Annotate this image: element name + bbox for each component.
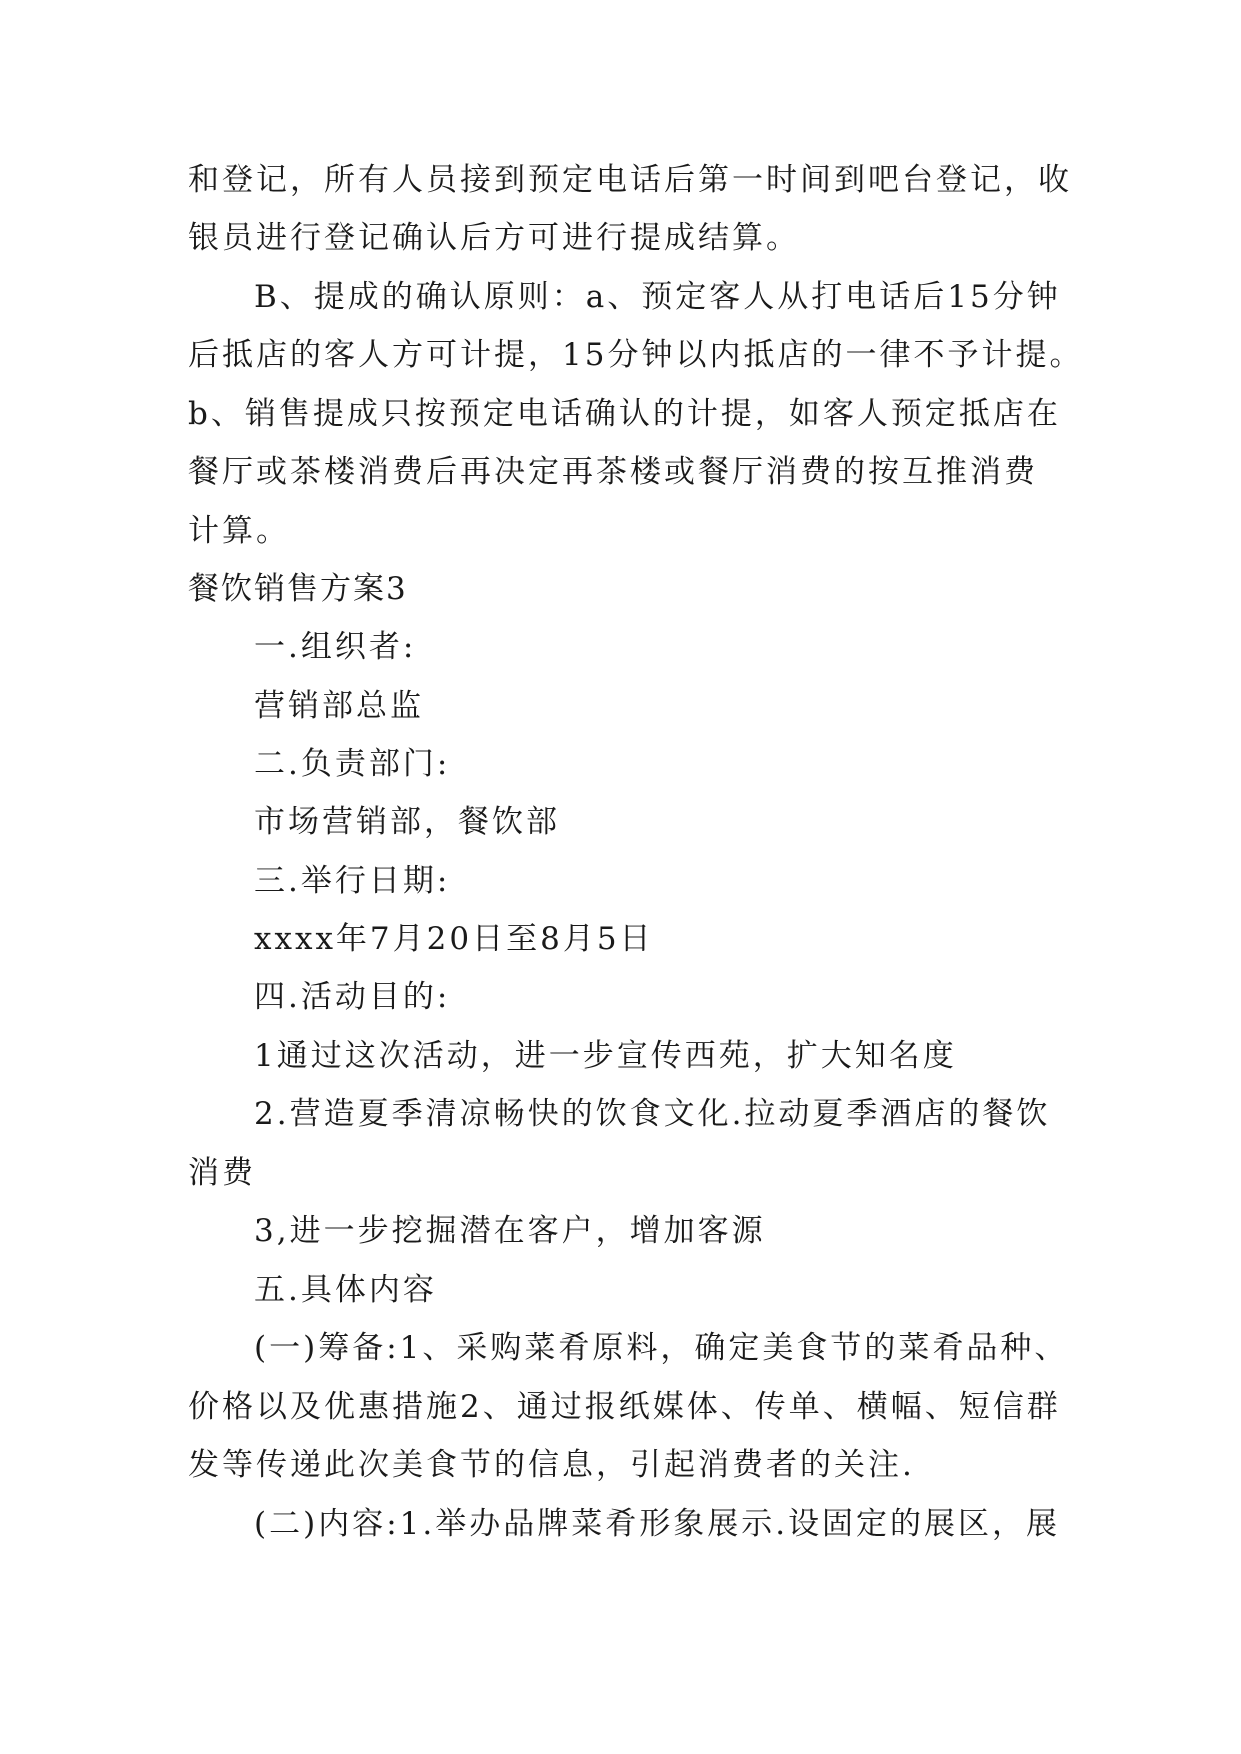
list-heading: 二.负责部门: [254,746,451,782]
paragraph-line: B、提成的确认原则：a、预定客人从打电话后15分钟 [254,279,1061,315]
paragraph-line: (二)内容:1.举办品牌菜肴形象展示.设固定的展区，展 [254,1506,1061,1542]
list-heading: 四.活动目的: [254,979,451,1015]
paragraph-line: 价格以及优惠措施2、通过报纸媒体、传单、横幅、短信群 [188,1389,1061,1425]
paragraph-line: xxxx年7月20日至8月5日 [254,921,654,957]
paragraph-line: 后抵店的客人方可计提，15分钟以内抵店的一律不予计提。 [188,337,1084,373]
section-title: 餐饮销售方案3 [188,571,408,607]
paragraph-line: 计算。 [188,513,290,549]
paragraph-line: 2.营造夏季清凉畅快的饮食文化.拉动夏季酒店的餐饮 [254,1096,1051,1132]
paragraph-line: 银员进行登记确认后方可进行提成结算。 [188,220,800,256]
paragraph-line: (一)筹备:1、采购菜肴原料，确定美食节的菜肴品种、 [254,1330,1069,1366]
paragraph-line: 3,进一步挖掘潜在客户，增加客源 [254,1213,766,1249]
paragraph-line: 市场营销部，餐饮部 [254,804,560,840]
paragraph-line: b、销售提成只按预定电话确认的计提，如客人预定抵店在 [188,396,1061,432]
list-heading: 一.组织者: [254,629,417,665]
paragraph-line: 和登记，所有人员接到预定电话后第一时间到吧台登记，收 [188,162,1072,198]
paragraph-line: 1通过这次活动，进一步宣传西苑，扩大知名度 [254,1038,957,1074]
list-heading: 五.具体内容 [254,1272,437,1308]
list-heading: 三.举行日期: [254,863,451,899]
paragraph-line: 餐厅或茶楼消费后再决定再茶楼或餐厅消费的按互推消费 [188,454,1038,490]
paragraph-line: 营销部总监 [254,688,424,724]
paragraph-line: 消费 [188,1155,256,1191]
paragraph-line: 发等传递此次美食节的信息，引起消费者的关注. [188,1447,915,1483]
